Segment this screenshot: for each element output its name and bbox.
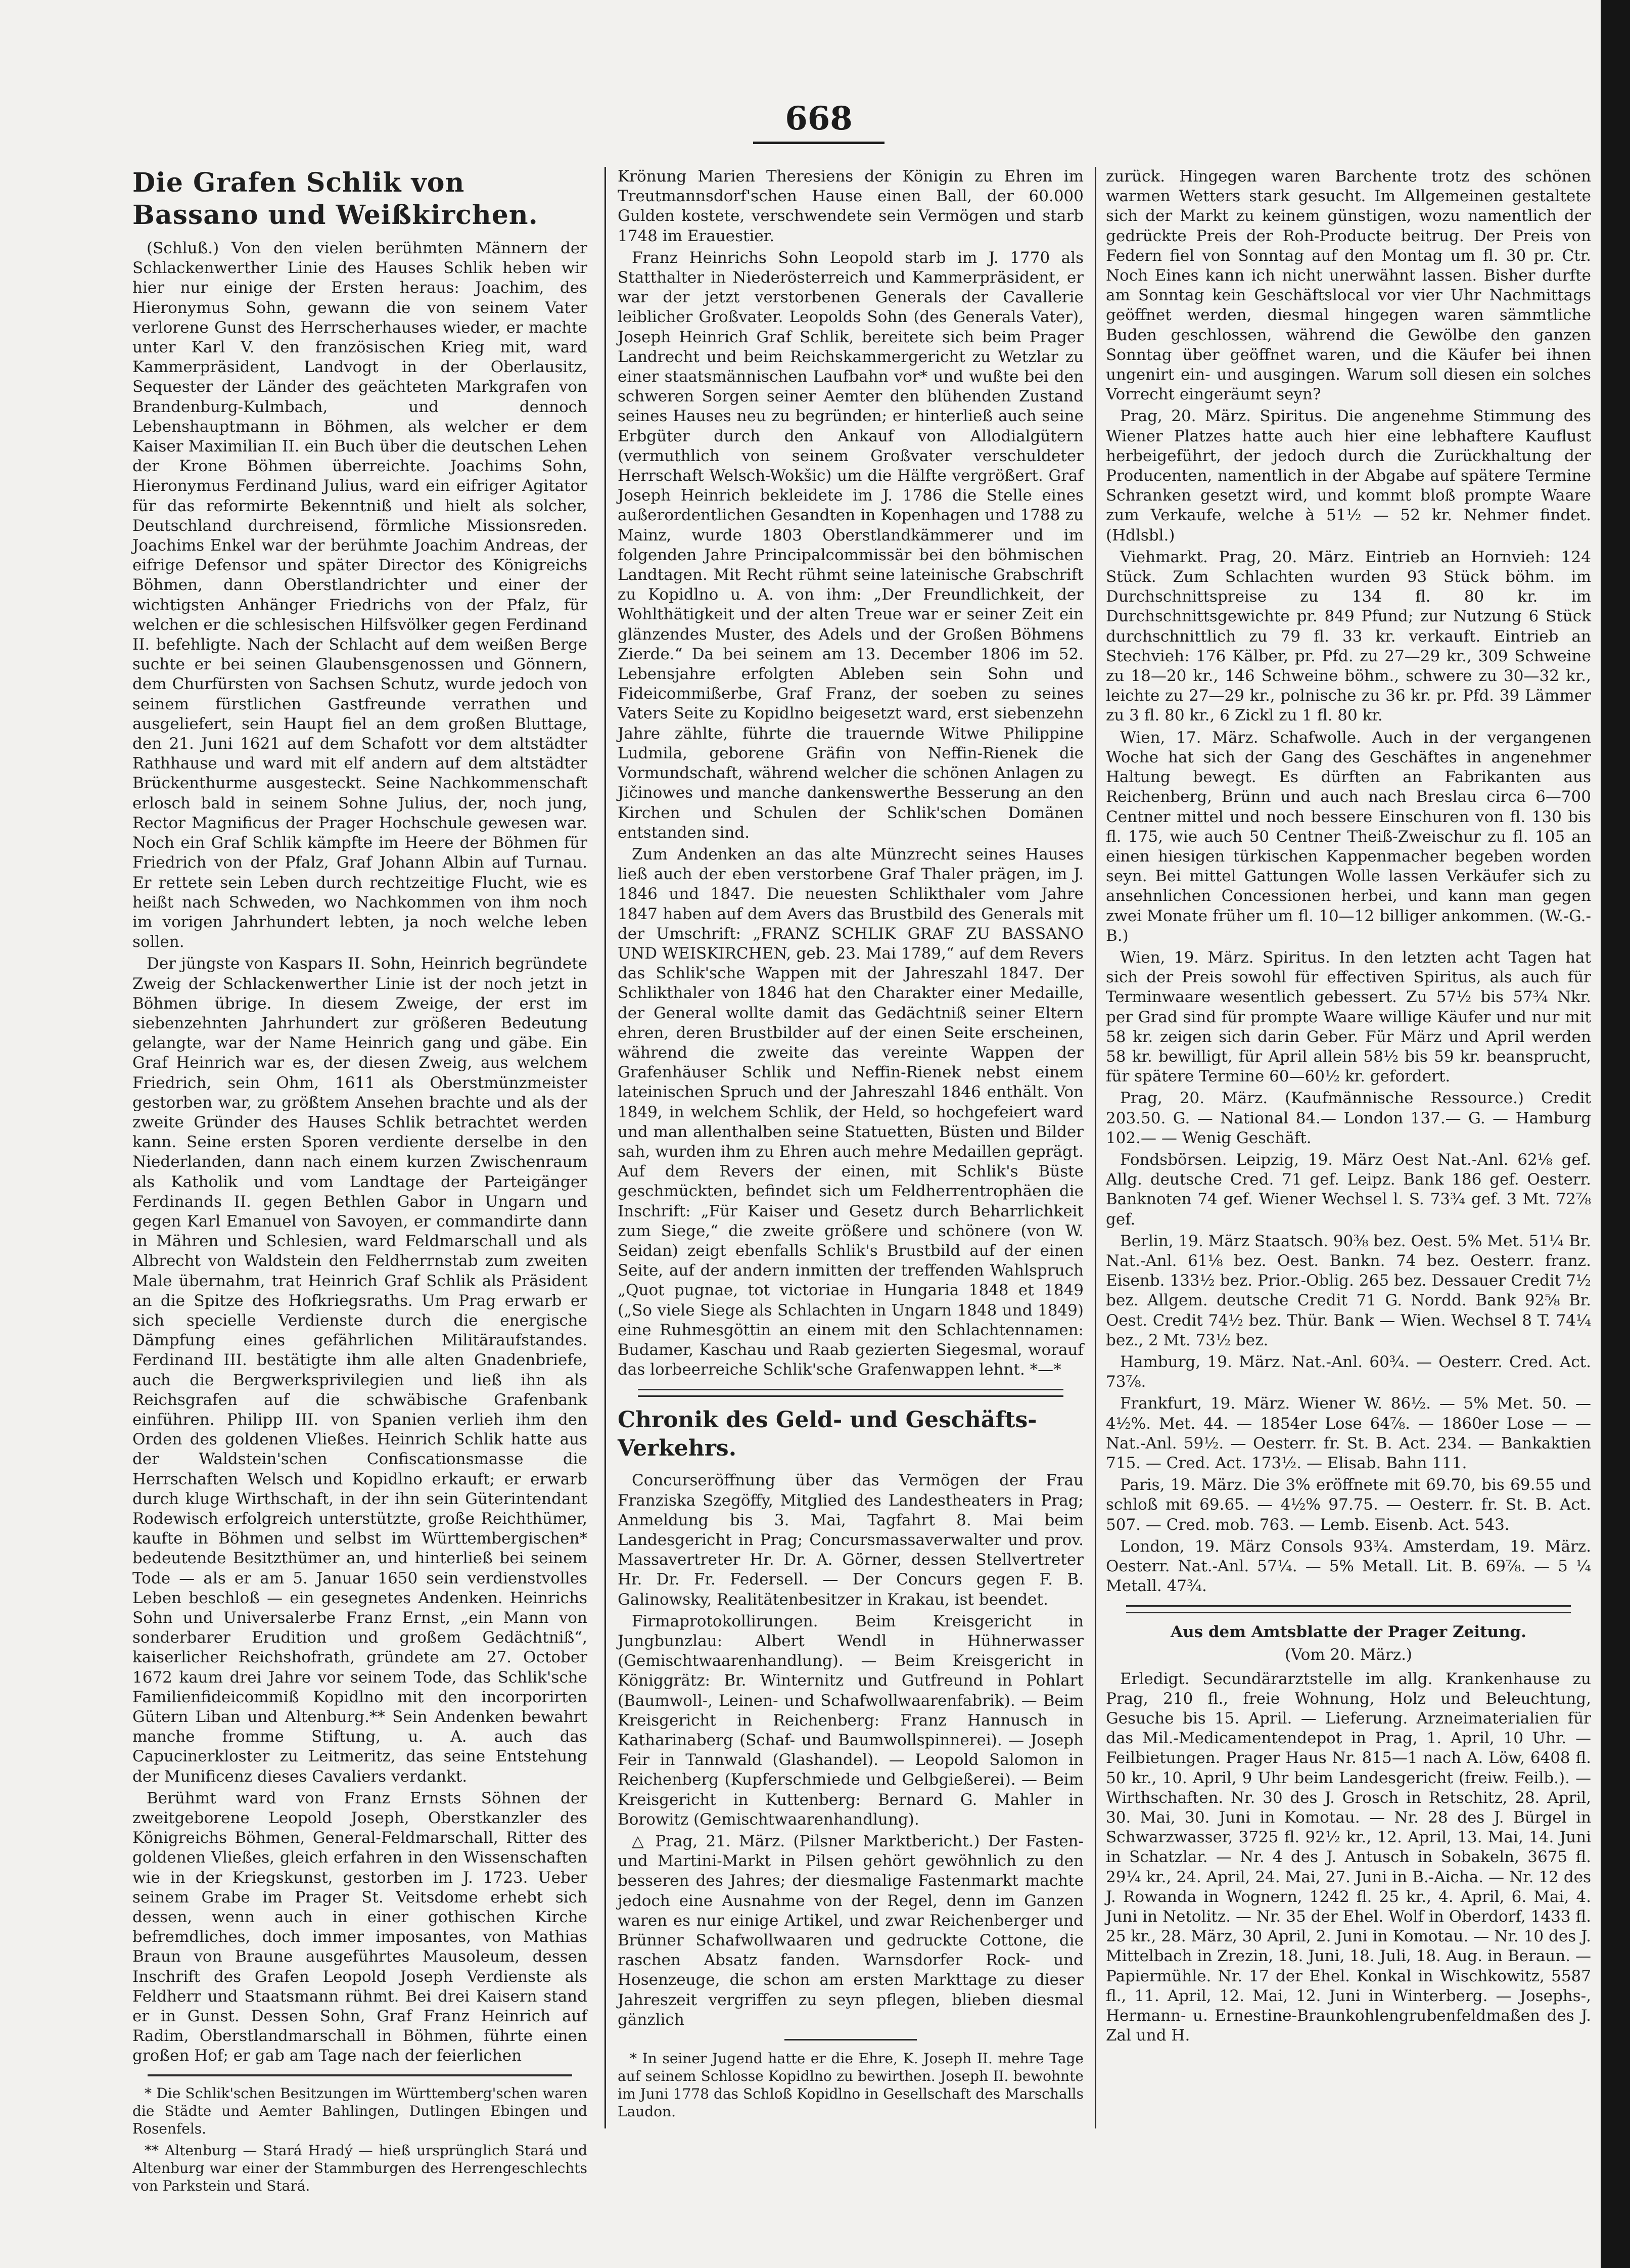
market-paragraph: Frankfurt, 19. März. Wiener W. 86½. — 5% Met. 50. — 4½%. Met. 44. — 1854er Lose 64⅞. — 1860er Lose — — Nat.-Anl. 59½. — Oesterr. fr. St. B. Act. 234. — Bankaktien 715. — Cred. Act. 173½. — Elisab. Bahn 111. xyxy=(1106,1394,1591,1472)
footnote: ** Altenburg — Stará Hradý — hieß ursprünglich Stará und Altenburg war einer der Stammburgen des Herrengeschlechts von Parkstein und Stará. xyxy=(132,2142,587,2194)
market-paragraph: Wien, 17. März. Schafwolle. Auch in der vergangenen Woche hat sich der Gang des Geschäftes in angenehmer Haltung bewegt. Es dürften an Fabrikanten aus Reichenberg, Brünn und auch nach Breslau circa 6—700 Centner mittel und noch bessere Einschuren von fl. 130 bis fl. 175, wie auch 50 Centner Theiß-Zweischur zu fl. 105 an einen hiesigen türkischen Kappenmacher begeben worden seyn. Bei mittel Gattungen Wolle lassen Verkäufer sich zu ansehnlichen Concessionen herbei, und kann man gegen zwei Monate früher um fl. 10—12 billiger ankommen. (W.-G.-B.) xyxy=(1106,728,1591,945)
market-paragraph: Berlin, 19. März Staatsch. 90⅜ bez. Oest. 5% Met. 51¼ Br. Nat.-Anl. 61⅛ bez. Oest. Bankn. 74 bez. Oesterr. franz. Eisenb. 133½ bez. Prior.-Oblig. 265 bez. Dessauer Credit 7½ bez. Allgem. deutsche Credit 71 G. Nordd. Bank 92⅝ Br. Oest. Credit 74½ bez. Thür. Bank — Wien. Wechsel 8 T. 74¼ bez., 2 Mt. 73½ bez. xyxy=(1106,1232,1591,1349)
market-paragraph: Fondsbörsen. Leipzig, 19. März Oest Nat.-Anl. 62⅛ gef. Allg. deutsche Cred. 71 gef. Leipz. Bank 186 gef. Oesterr. Banknoten 74 gef. Wiener Wechsel l. S. 73¾ gef. 3 Mt. 72⅞ gef. xyxy=(1106,1150,1591,1229)
gazette-paragraph: Erledigt. Secundärarztstelle im allg. Krankenhause zu Prag, 210 fl., freie Wohnung, Holz und Beleuchtung, Gesuche bis 15. April. — Lieferung. Arzneimaterialien für das Mil.-Medicamentendepot in Prag, 1. April, 10 Uhr. — Feilbietungen. Prager Haus Nr. 815—1 nach A. Löw, 6408 fl. 50 kr., 10. April, 9 Uhr beim Landesgericht (freiw. Feilb.). — Wirthschaften. Nr. 30 des J. Grosch in Retschitz, 28. April, 30. Mai, 30. Juni in Komotau. — Nr. 28 des J. Bürgel in Schwarzwasser, 3725 fl. 92½ kr., 12. April, 13. Mai, 14. Juni in Schatzlar. — Nr. 4 des J. Antusch in Sobakeln, 3675 fl. 29¼ kr., 24. April, 24. Mai, 27. Juni in B.-Aicha. — Nr. 12 des J. Rowanda in Wognern, 1242 fl. 25 kr., 4. April, 6. Mai, 4. Juni in Netolitz. — Nr. 35 der Ehel. Wolf in Oberdorf, 1433 fl. 25 kr., 28. März, 30 April, 2. Juni in Komotau. — Nr. 10 des J. Mittelbach in Zrezin, 18. Juni, 18. Juli, 18. Aug. in Beraun. — Papiermühle. Nr. 17 der Ehel. Konkal in Wischkowitz, 5587 fl., 11. April, 12. Mai, 12. Juni in Winterberg. — Josephs-, Hermann- u. Ernestine-Braunkohlengrubenfeldmaßen des J. Zal und H. xyxy=(1106,1669,1591,2045)
gazette-date: (Vom 20. März.) xyxy=(1284,1646,1413,1664)
column-3 xyxy=(1106,167,1591,2128)
market-paragraph: Paris, 19. März. Die 3% eröffnete mit 69.70, bis 69.55 und schloß mit 69.65. — 4½% 97.75. — Oesterr. fr. St. B. Act. 507. — Cred. mob. 763. — Lemb. Eisenb. Act. 543. xyxy=(1106,1476,1591,1534)
chronicle-paragraph: Firmaprotokollirungen. Beim Kreisgericht in Jungbunzlau: Albert Wendl in Hühnerwasser (Gemischtwaarenhandlung). — Beim Kreisgericht in Königgrätz: Br. Winternitz und Gutfreund in Pohlart (Baumwoll-, Leinen- und Schafwollwaarenfabrik). — Beim Kreisgericht in Reichenberg: Franz Hannusch in Katharinaberg (Schaf- und Baumwollspinnerei). — Joseph Feir in Tannwald (Glashandel). — Leopold Salomon in Reichenberg (Kupferschmiede und Gelbgießerei). — Beim Kreisgericht in Kuttenberg: Bernard G. Mahler in Borowitz (Gemischtwaarenhandlung). xyxy=(618,1612,1084,1829)
column-1 xyxy=(132,167,587,2194)
market-paragraph: zurück. Hingegen waren Barchente trotz des schönen warmen Wetters stark gesucht. Im Allgemeinen gestaltete sich der Markt zu keinem günstigen, wozu namentlich der gedrückte Preis der Roh-Producte beitrug. Der Preis von Federn fiel von Sonntag auf den Montag um fl. 30 pr. Ctr. Noch Eines kann ich nicht unerwähnt lassen. Bisher durfte am Sonntag kein Geschäftslocal vor vier Uhr Nachmittags geöffnet werden, diesmal hingegen waren sämmtliche Buden geschlossen, während die Gewölbe den ganzen Sonntag über geöffnet waren, und die Käufer bei ihnen ungenirt ein- und ausgingen. Warum soll diesen ein solches Vorrecht eingeräumt seyn? xyxy=(1106,167,1591,404)
footnote: * Die Schlik'schen Besitzungen im Württemberg'schen waren die Städte und Aemter Bahlingen, Dutlingen Ebingen und Rosenfels. xyxy=(132,2084,587,2137)
chronicle-paragraph: △ Prag, 21. März. (Pilsner Marktbericht.) Der Fasten- und Martini-Markt in Pilsen gehört gewöhnlich zu den besseren des Jahres; der diesmalige Fastenmarkt machte jedoch eine Ausnahme von der Regel, denn im Ganzen waren es nur einige Artikel, und zwar Reichenberger und Brünner Schafwollwaaren und gedruckte Cottone, die raschen Absatz fanden. Warnsdorfer Rock- und Hosenzeuge, die schon am ersten Markttage zu dieser Jahreszeit vergriffen zu seyn pflegen, blieben diesmal gänzlich xyxy=(618,1832,1084,2029)
article-paragraph: Berühmt ward von Franz Ernsts Söhnen der zweitgeborene Leopold Joseph, Oberstkanzler des Königreichs Böhmen, General-Feldmarschall, Ritter des goldenen Vließes, gleich erfahren in den Wissenschaften wie in der Kriegskunst, gestorben im J. 1723. Ueber seinem Grabe im Prager St. Veitsdome erhebt sich dessen, wenn auch in einer gothischen Kirche befremdliches, doch immer imposantes, von Mathias Braun von Braune ausgeführtes Mausoleum, dessen Inschrift des Grafen Leopold Joseph Verdienste als Feldherr und Staatsmann rühmt. Bei drei Kaisern stand er in Gunst. Dessen Sohn, Graf Franz Heinrich auf Radim, Oberstlandmarschall in Böhmen, führte einen großen Hof; er gab am Tage nach der feierlichen xyxy=(132,1789,587,2065)
market-paragraph: London, 19. März Consols 93¾. Amsterdam, 19. März. Oesterr. Nat.-Anl. 57¼. — 5% Metall. Lit. B. 69⅞. — 5 ¼ Metall. 47¾. xyxy=(1106,1537,1591,1596)
column-2 xyxy=(618,167,1084,2118)
scan-edge xyxy=(1601,0,1615,2268)
article-paragraph: Krönung Marien Theresiens der Königin zu Ehren im Treutmannsdorf'schen Hause einen Ball, der 60.000 Gulden kostete, verschwendete sein Vermögen und starb 1748 im Erauestier. xyxy=(618,167,1084,245)
market-paragraph: Prag, 20. März. (Kaufmännische Ressource.) Credit 203.50. G. — National 84.— London 137.— G. — Hamburg 102.— — Wenig Geschäft. xyxy=(1106,1089,1591,1147)
section-separator xyxy=(638,1389,1063,1397)
footnote-separator xyxy=(784,2039,917,2040)
article-paragraph: Der jüngste von Kaspars II. Sohn, Heinrich begründete Zweig der Schlackenwerther Linie ist der noch jetzt in Böhmen übrige. In diesem Zweige, der erst im siebenzehnten Jahrhundert zur größeren Bedeutung gelangte, war der Name Heinrich gang und gäbe. Ein Graf Heinrich war es, der diesen Zweig, aus welchem Friedrich, sein Ohm, 1611 als Oberstmünzmeister gestorben war, zu größtem Ansehen brachte und als der zweite Gründer des Hauses Schlik betrachtet werden kann. Seine ersten Sporen verdiente derselbe in den Niederlanden, dann nach einem kurzen Zwischenraum als Katholik und vom Landtage der Parteigänger Ferdinands II. gegen Bethlen Gabor in Ungarn und gegen Karl Emanuel von Savoyen, er commandirte dann in Mähren und Schlesien, ward Feldmarschall und als Albrecht von Waldstein den Feldherrnstab zum zweiten Male übernahm, trat Heinrich Graf Schlik als Präsident an die Spitze des Hofkriegsraths. Um Prag erwarb er sich specielle Verdienste durch die energische Dämpfung eines gefährlichen Militäraufstandes. Ferdinand III. bestätigte ihm alle alten Gnadenbriefe, auch die Bergwerksprivilegien und ließ ihn als Reichsgrafen auf die schwäbische Grafenbank einführen. Philipp III. von Spanien verlieh ihm den Orden des goldenen Vließes. Heinrich Schlik hatte aus der Waldstein'schen Confiscationsmasse die Herrschaften Welsch und Kopidlno erkauft; er erwarb durch kluge Wirthschaft, in der ihn sein Güterintendant Rodewisch erfolgreich unterstützte, große Reichthümer, kaufte in Böhmen und selbst im Württembergischen* bedeutende Besitzthümer an, und hinterließ bei seinem Tode — als er am 5. Januar 1650 sein verdienstvolles Leben beschloß — ein gesegnetes Andenken. Heinrichs Sohn und Universalerbe Franz Ernst, „ein Mann von sonderbarer Erudition und großem Gedächtniß“, kaiserlicher Reichshofrath, gründete am 27. October 1672 kaum drei Jahre vor seinem Tode, das Schlik'sche Familienfideicommiß Kopidlno mit den incorporirten Gütern Liban und Altenburg.** Sein Andenken bewahrt manche fromme Stiftung, u. A. auch das Capucinerkloster zu Leitmeritz, das seine Entstehung der Munificenz dieses Cavaliers verdankt. xyxy=(132,955,587,1786)
article-paragraph: Franz Heinrichs Sohn Leopold starb im J. 1770 als Statthalter in Niederösterreich und Kammerpräsident, er war der jetzt verstorbenen Generals der Cavallerie leiblicher Großvater. Leopolds Sohn (des Generals Vater), Joseph Heinrich Graf Schlik, bereitete sich beim Prager Landrecht und beim Reichskammergericht zu Wetzlar zu einer staatsmännischen Laufbahn vor* und wußte bei den schweren Sorgen seiner Aemter den blühenden Zustand seines Hauses neu zu begründen; er hinterließ auch seine Erbgüter durch den Ankauf von Allodialgütern (vermuthlich von seinem Großvater verschuldeter Herrschaft Welsch-Wokšic) um die Hälfte vergrößert. Graf Joseph Heinrich bekleidete im J. 1786 die Stelle eines außerordentlichen Gesandten in Kopenhagen und 1788 zu Mainz, wurde 1803 Oberstlandkämmerer und im folgenden Jahre Principalcommissär bei den böhmischen Landtagen. Mit Recht rühmt seine lateinische Grabschrift zu Kopidlno u. A. von ihm: „Der Freundlichkeit, der Wohlthätigkeit und der alten Treue war er seiner Zeit ein glänzendes Muster, des Adels und der Großen Böhmens Zierde.“ Da bei seinem am 13. December 1806 im 52. Lebensjahre erfolgten Ableben sein Sohn und Fideicommißerbe, Graf Franz, der soeben zu seines Vaters Seite zu Kopidlno beigesetzt ward, erst siebenzehn Jahre zählte, führte die trauernde Witwe Philippine Ludmila, geborene Gräfin von Neffin-Rienek die Vormundschaft, während welcher die schönen Anlagen zu Jičinowes und manche dankenswerthe Besserung an den Kirchen und Schulen der Schlik'schen Domänen entstanden sind. xyxy=(618,248,1084,842)
market-paragraph: Prag, 20. März. Spiritus. Die angenehme Stimmung des Wiener Platzes hatte auch hier eine lebhaftere Kauflust herbeigeführt, der jedoch durch die Zurückhaltung der Producenten, namentlich in der Abgabe auf spätere Termine Schranken gesetzt wird, und kommt bloß prompte Waare zum Verkaufe, welche à 51½ — 52 kr. Nehmer findet. (Hdlsbl.) xyxy=(1106,407,1591,545)
page-number: 668 xyxy=(753,96,884,144)
footnote-separator xyxy=(148,2074,572,2076)
footnote: * In seiner Jugend hatte er die Ehre, K. Joseph II. mehre Tage auf seinem Schlosse Kopidlno zu bewirthen. Joseph II. bewohnte im Juni 1778 das Schloß Kopidlno in Gesellschaft des Marschalls Laudon. xyxy=(618,2050,1084,2120)
gazette-title: Aus dem Amtsblatte der Prager Zeitung. xyxy=(1171,1623,1526,1642)
section-separator xyxy=(1126,1605,1571,1613)
column-rule-right xyxy=(1095,167,1096,2128)
market-paragraph: Viehmarkt. Prag, 20. März. Eintrieb an Hornvieh: 124 Stück. Zum Schlachten wurden 93 Stück böhm. im Durchschnittspreise zu 134 fl. 80 kr. im Durchschnittsgewichte pr. 849 Pfund; zur Nutzung 6 Stück durchschnittlich zu 79 fl. 33 kr. verkauft. Eintrieb an Stechvieh: 176 Kälber, pr. Pfd. zu 27—29 kr., 309 Schweine zu 18—20 kr., 146 Schweine böhm., schwere zu 30—32 kr., leichte zu 27—29 kr., polnische zu 36 kr. pr. Pfd. 39 Lämmer zu 3 fl. 80 kr., 6 Zickl zu 1 fl. 80 kr. xyxy=(1106,548,1591,725)
market-paragraph: Wien, 19. März. Spiritus. In den letzten acht Tagen hat sich der Preis sowohl für effectiven Spiritus, als auch für Terminwaare wesentlich gebessert. Zu 57½ bis 57¾ Nkr. per Grad sind für prompte Waare willige Käufer und nur mit 58 kr. zeigen sich darin Geber. Für März und April werden 58 kr. bewilligt, für April allein 58½ bis 59 kr. beansprucht, für spätere Termine 60—60½ kr. gefordert. xyxy=(1106,948,1591,1086)
article-paragraph: (Schluß.) Von den vielen berühmten Männern der Schlackenwerther Linie des Hauses Schlik heben wir hier nur einige der Ersten heraus: Joachim, des Hieronymus Sohn, gewann die von seinem Vater verlorene Gunst des Herrscherhauses wieder, er machte unter Karl V. den französischen Krieg mit, ward Kammerpräsident, Landvogt in der Oberlausitz, Sequester der Länder des geächteten Markgrafen von Brandenburg-Kulmbach, und dennoch Lebenshauptmann in Böhmen, als welcher er dem Kaiser Maximilian II. ein Buch über die deutschen Lehen der Krone Böhmen überreichte. Joachims Sohn, Hieronymus Ferdinand Julius, ward ein eifriger Agitator für das reformirte Bekenntniß und hielt als solcher, Deutschland durchreisend, förmliche Missionsreden. Joachims Enkel war der berühmte Joachim Andreas, der eifrige Defensor und später Director des Königreichs Böhmen, dann Oberstlandrichter und einer der wichtigsten Anhänger Friedrichs von der Pfalz, für welchen er die schlesischen Hilfsvölker gegen Ferdinand II. befehligte. Nach der Schlacht auf dem weißen Berge suchte er bei seinen Glaubensgenossen und Gönnern, dem Churfürsten von Sachsen Schutz, wurde jedoch von seinem fürstlichen Gastfreunde verrathen und ausgeliefert, sein Haupt fiel an dem großen Bluttage, den 21. Juni 1621 auf dem Schafott vor dem altstädter Rathhause und ward mit elf andern auf dem altstädter Brückenthurme ausgesteckt. Seine Nachkommenschaft erlosch bald in seinem Sohne Julius, der, noch jung, Rector Magnificus der Prager Hochschule gewesen war. Noch ein Graf Schlik kämpfte im Heere der Böhmen für Friedrich von der Pfalz, Graf Johann Albin auf Turnau. Er rettete sein Leben durch rechtzeitige Flucht, wie es heißt nach Schweden, wo Nachkommen von ihm noch im vorigen Jahrhundert lebten, ja noch welche leben sollen. xyxy=(132,239,587,951)
chronicle-paragraph: Concurseröffnung über das Vermögen der Frau Franziska Szegöffy, Mitglied des Landestheaters in Prag; Anmeldung bis 3. Mai, Tagfahrt 8. Mai beim Landesgericht in Prag; Concursmassaverwalter und prov. Massavertreter Hr. Dr. A. Görner, dessen Stellvertreter Hr. Dr. Fr. Federsell. — Der Concurs gegen F. B. Galinowsky, Realitätenbesitzer in Krakau, ist beendet. xyxy=(618,1471,1084,1609)
column-rule-left xyxy=(604,167,606,2128)
article-paragraph: Zum Andenken an das alte Münzrecht seines Hauses ließ auch der eben verstorbene Graf Thaler prägen, im J. 1846 und 1847. Die neuesten Schlikthaler vom Jahre 1847 haben auf dem Avers das Brustbild des Generals mit der Umschrift: „FRANZ SCHLIK GRAF ZU BASSANO UND WEISKIRCHEN, geb. 23. Mai 1789,“ auf dem Revers das Schlik'sche Wappen mit der Jahreszahl 1847. Der Schlikthaler von 1846 hat den Charakter einer Medaille, der General wollte damit das Gedächtniß seiner Eltern ehren, deren Brustbilder auf der einen Seite erscheinen, während die zweite das vereinte Wappen der Grafenhäuser Schlik und Neffin-Rienek nebst einem lateinischen Spruch und der Jahreszahl 1846 enthält. Von 1849, in welchem Schlik, der Held, so hochgefeiert ward und man allenthalben seine Statuetten, Büsten und Bilder sah, wurden ihm zu Ehren auch mehre Medaillen geprägt. Auf dem Revers der einen, mit Schlik's Büste geschmückten, befindet sich um Feldherrentrophäen die Inschrift: „Für Kaiser und Gesetz durch Beharrlichkeit zum Siege,“ die zweite größere und schönere (von W. Seidan) zeigt ebenfalls Schlik's Brustbild auf der einen Seite, auf der andern inmitten der treffenden Wahlspruch „Quot pugnae, tot victoriae in Hungaria 1848 et 1849 („So viele Siege als Schlachten in Ungarn 1848 und 1849) eine Ruhmesgöttin an einem mit den Schlachtennamen: Budamer, Kaschau und Raab gezierten Siegesmal, worauf das lorbeerreiche Schlik'sche Grafenwappen lehnt. *—* xyxy=(618,845,1084,1379)
market-paragraph: Hamburg, 19. März. Nat.-Anl. 60¾. — Oesterr. Cred. Act. 73⅞. xyxy=(1106,1352,1591,1391)
article-title: Die Grafen Schlik von Bassano und Weißkirchen. xyxy=(132,167,538,231)
chronicle-title: Chronik des Geld- und Geschäfts-Verkehrs. xyxy=(618,1407,1037,1462)
